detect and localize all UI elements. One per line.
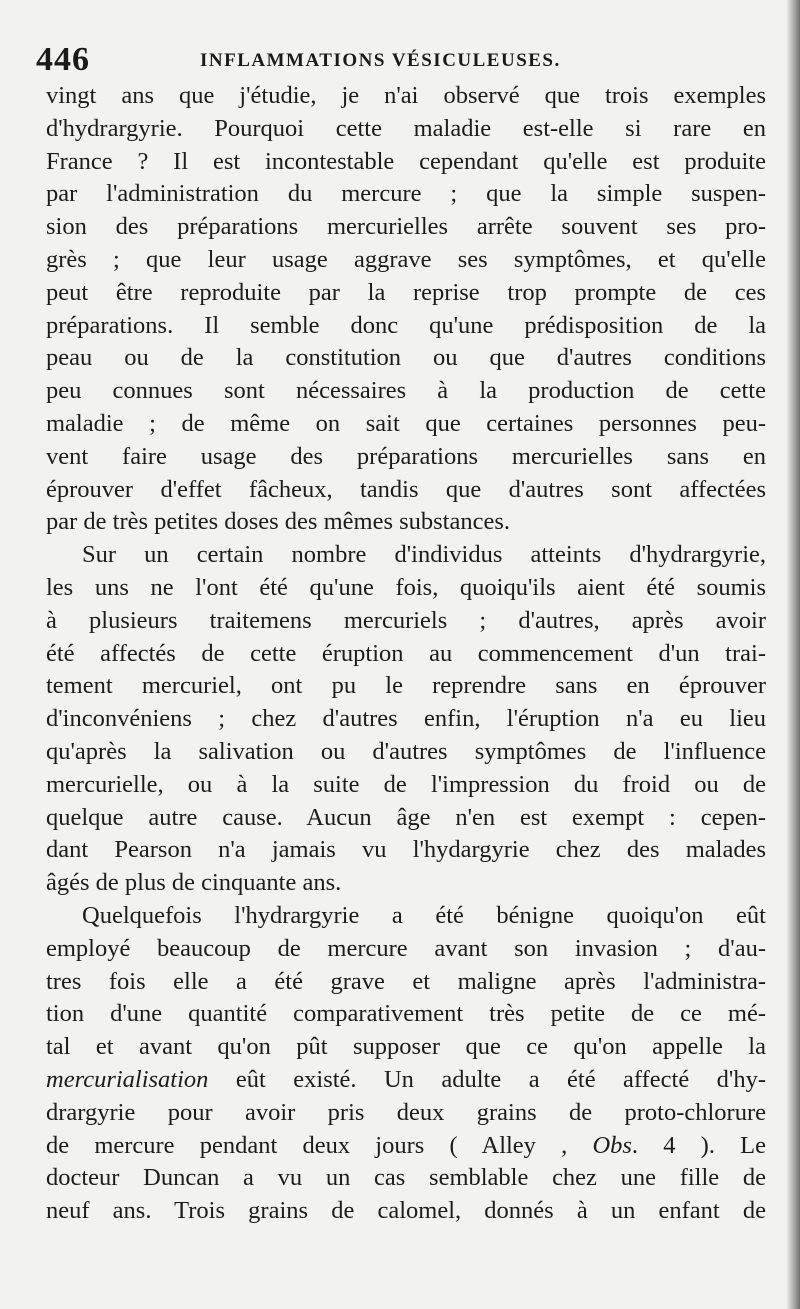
text-line: de mercure pendant deux jours ( Alley , Obs. 4 ). Le [46,1131,766,1159]
text-line: peut être reproduite par la reprise trop prompte de ces [46,278,766,306]
text-line: tres fois elle a été grave et maligne après l'administra- [46,967,766,995]
text-line: Quelquefois l'hydrargyrie a été bénigne quoiqu'on eût [82,901,766,929]
text-line: peu connues sont nécessaires à la production de cette [46,377,766,405]
text-line: drargyrie pour avoir pris deux grains de proto-chlorure [46,1098,766,1126]
paragraph-2 [46,539,766,900]
text-line: France ? Il est incontestable cependant qu'elle est produite [46,147,766,175]
page-number: 446 [36,41,90,78]
italic-term: mercurialisation [46,1065,209,1093]
text-line: quelque autre cause. Aucun âge n'en est exempt : cepen- [46,803,766,831]
text-line: âgés de plus de cinquante ans. [46,869,342,897]
text-line: mercurielle, ou à la suite de l'impression du froid ou de [46,770,766,798]
italic-reference: Obs [592,1131,632,1159]
text-line: vent faire usage des préparations mercurielles sans en [46,442,766,470]
text-line: vingt ans que j'étudie, je n'ai observé que trois exemples [46,82,766,109]
paragraph-3 [46,900,766,1228]
text-line: tement mercuriel, ont pu le reprendre sans en éprouver [46,672,766,700]
text-line: été affectés de cette éruption au commencement d'un trai- [46,639,766,667]
text-line: éprouver d'effet fâcheux, tandis que d'autres sont affectées [46,475,766,503]
text-line: sion des préparations mercurielles arrête souvent ses pro- [46,213,766,241]
running-title: INFLAMMATIONS VÉSICULEUSES. [200,50,561,71]
text-line: Sur un certain nombre d'individus atteints d'hydrargyrie, [82,541,766,569]
text-line: peau ou de la constitution ou que d'autres conditions [46,344,766,372]
text-line: docteur Duncan a vu un cas semblable chez une fille de [46,1164,766,1192]
text-line: par l'administration du mercure ; que la simple suspen- [46,180,766,208]
text-line: tion d'une quantité comparativement très petite de ce mé- [46,1000,766,1028]
body-text [46,80,766,1228]
text-line: neuf ans. Trois grains de calomel, donnés à un enfant de [46,1197,766,1225]
text-line: qu'après la salivation ou d'autres symptômes de l'influence [46,737,766,765]
text-line: maladie ; de même on sait que certaines personnes peu- [46,409,766,437]
text-line: d'hydrargyrie. Pourquoi cette maladie est-elle si rare en [46,114,766,142]
text-line: employé beaucoup de mercure avant son invasion ; d'au- [46,934,766,962]
text-line: à plusieurs traitemens mercuriels ; d'autres, après avoir [46,606,766,634]
text-line: d'inconvéniens ; chez d'autres enfin, l'éruption n'a eu lieu [46,705,766,733]
paragraph-1 [46,80,766,539]
text-line: grès ; que leur usage aggrave ses symptômes, et qu'elle [46,245,766,273]
text-line: mercurialisation eût existé. Un adulte a été affecté d'hy- [46,1065,766,1093]
running-head [36,40,776,84]
text-line: dant Pearson n'a jamais vu l'hydargyrie chez des malades [46,836,766,864]
text-line: les uns ne l'ont été qu'une fois, quoiqu'ils aient été soumis [46,573,766,601]
text-line: tal et avant qu'on pût supposer que ce qu'on appelle la [46,1033,766,1061]
text-line: par de très petites doses des mêmes substances. [46,508,511,536]
text-line: préparations. Il semble donc qu'une prédisposition de la [46,311,766,339]
page-edge-shadow [786,0,800,1309]
